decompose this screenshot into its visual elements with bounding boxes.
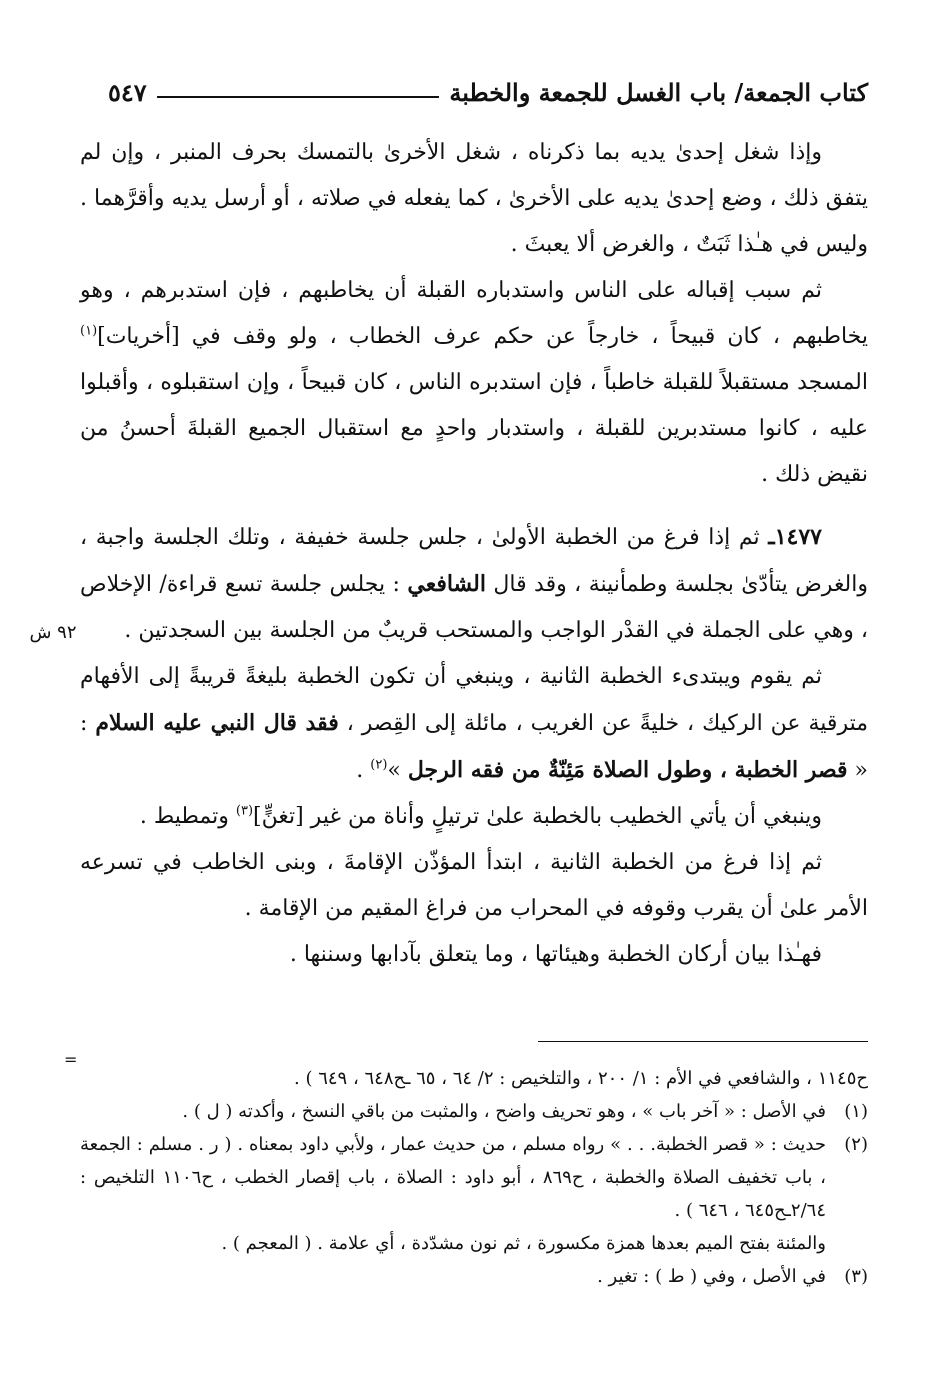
footnote-2-text: حديث : « قصر الخطبة. . . » رواه مسلم ، من حديث عمار ، ولأبي داود بمعناه . ( ر . مسلم : الجمعة ، باب تخفيف الصلاة والخطبة ، ح٨٦٩ ، أبو داود : الصلاة ، باب إقصار الخطب ، ح١١٠٦ التلخيص : ٢/٦٤ـح٦٤٥ ، ٦٤٦ ) . xyxy=(80,1134,826,1221)
footnote-3-label: (٣) xyxy=(844,1266,868,1287)
paragraph-3 xyxy=(80,514,868,654)
paragraph-4 xyxy=(80,654,868,794)
hadith-quote: قصر الخطبة ، وطول الصلاة مَئِنّةٌ من فقه الرجل xyxy=(407,757,848,783)
paragraph-2-text-a: ثم سبب إقباله على الناس واستدباره القبلة أن يخاطبهم ، فإن استدبرهم ، وهو يخاطبهم ، كان قبيحاً ، خارجاً عن حكم عرف الخطاب ، ولو وقف في [أخريات] xyxy=(80,278,868,349)
paragraph-3-text-b: : يجلس جلسة تسع قراءة/ الإخلاص ، وهي على الجملة في القدْر الواجب والمستحب قريبٌ من الجلسة بين السجدتين . xyxy=(80,572,868,643)
footnote-1-text: في الأصل : « آخر باب » ، وهو تحريف واضح ، والمثبت من باقي النسخ ، وأكدته ( ل ) . xyxy=(182,1101,826,1122)
paragraph-5 xyxy=(80,794,868,840)
paragraph-4-text-b: : « xyxy=(80,711,868,783)
footnote-ref-1: (١) xyxy=(80,323,98,339)
footnote-3-text: في الأصل ، وفي ( ط ) : تغير . xyxy=(597,1266,826,1287)
section-number: ١٤٧٧ـ xyxy=(768,524,822,550)
footnote-2-note: والمئنة بفتح الميم بعدها همزة مكسورة ، ثم نون مشدّدة ، أي علامة . ( المعجم ) . xyxy=(221,1233,826,1254)
header-title: كتاب الجمعة/ باب الغسل للجمعة والخطبة xyxy=(449,77,868,107)
footnote-2-label: (٢) xyxy=(844,1134,868,1155)
page-number: ٥٤٧ xyxy=(108,77,147,107)
footnotes xyxy=(80,1062,868,1293)
paragraph-4-text-c: » xyxy=(387,758,408,783)
paragraph-3-bold: الشافعي xyxy=(407,571,487,597)
margin-note: ٩٢ ش xyxy=(29,622,77,643)
paragraph-4-text-a: ثم يقوم ويبتدىء الخطبة الثانية ، وينبغي أن تكون الخطبة بليغةً قريبةً إلى الأفهام مترقية عن الركيك ، خليةً عن الغريب ، مائلة إلى القِصر ، xyxy=(80,664,869,736)
body-text xyxy=(80,130,868,978)
paragraph-7: فهـٰذا بيان أركان الخطبة وهيئاتها ، وما يتعلق بآدابها وسننها . xyxy=(289,942,822,967)
footnote-1-label: (١) xyxy=(844,1101,868,1122)
footnote-ref-2: (٢) xyxy=(370,757,388,773)
paragraph-1: وإذا شغل إحدىٰ يديه بما ذكرناه ، شغل الأخرىٰ بالتمسك بحرف المنبر ، وإن لم يتفق ذلك ، وضع إحدىٰ يديه على الأخرىٰ ، كما يفعله في صلاته ، أو أرسل يديه وأقرَّهما . وليس في هـٰذا ثَبَتٌ ، والغرض ألا يعبثَ . xyxy=(80,140,868,257)
paragraph-5-text-b: وتمطيط . xyxy=(139,804,236,829)
footnote-1 xyxy=(80,1095,868,1128)
running-header xyxy=(108,72,868,112)
footnote-ref-3: (٣) xyxy=(235,803,254,819)
footnote-continuation-mark: = xyxy=(64,1050,78,1069)
paragraph-5-text-a: وينبغي أن يأتي الخطيب بالخطبة علىٰ ترتيلٍ وأناة من غير [تغنٍّ] xyxy=(253,804,822,829)
footnote-rule xyxy=(538,1041,868,1042)
footnote-continuation: ح١١٤٥ ، والشافعي في الأم : ١/ ٢٠٠ ، والتلخيص : ٢/ ٦٤ ، ٦٥ ـح٦٤٨ ، ٦٤٩ ) . xyxy=(294,1068,868,1089)
header-rule xyxy=(157,96,440,98)
footnote-3 xyxy=(80,1260,868,1293)
paragraph-2-text-b: المسجد مستقبلاً للقبلة خاطباً ، فإن استدبره الناس ، كان قبيحاً ، وإن استقبلوه ، وأقبلوا عليه ، كانوا مستدبرين للقبلة ، واستدبار واحدٍ مع استقبال الجميع القبلةَ أحسنُ من نقيض ذلك . xyxy=(80,370,868,487)
footnote-2 xyxy=(80,1128,868,1227)
paragraph-6: ثم إذا فرغ من الخطبة الثانية ، ابتدأ المؤذّن الإقامةَ ، وبنى الخاطب في تسرعه الأمر علىٰ أن يقرب وقوفه في المحراب من فراغ المقيم من الإقامة . xyxy=(80,850,868,921)
paragraph-2 xyxy=(80,268,868,498)
paragraph-4-bold-1: فقد قال النبي عليه السلام xyxy=(95,710,339,736)
paragraph-4-text-d: . xyxy=(356,758,371,783)
paragraph-3-text-a: ثم إذا فرغ من الخطبة الأولىٰ ، جلس جلسة خفيفة ، وتلك الجلسة واجبة ، والغرض يتأدّىٰ بجلسة وطمأنينة ، وقد قال xyxy=(80,525,868,597)
